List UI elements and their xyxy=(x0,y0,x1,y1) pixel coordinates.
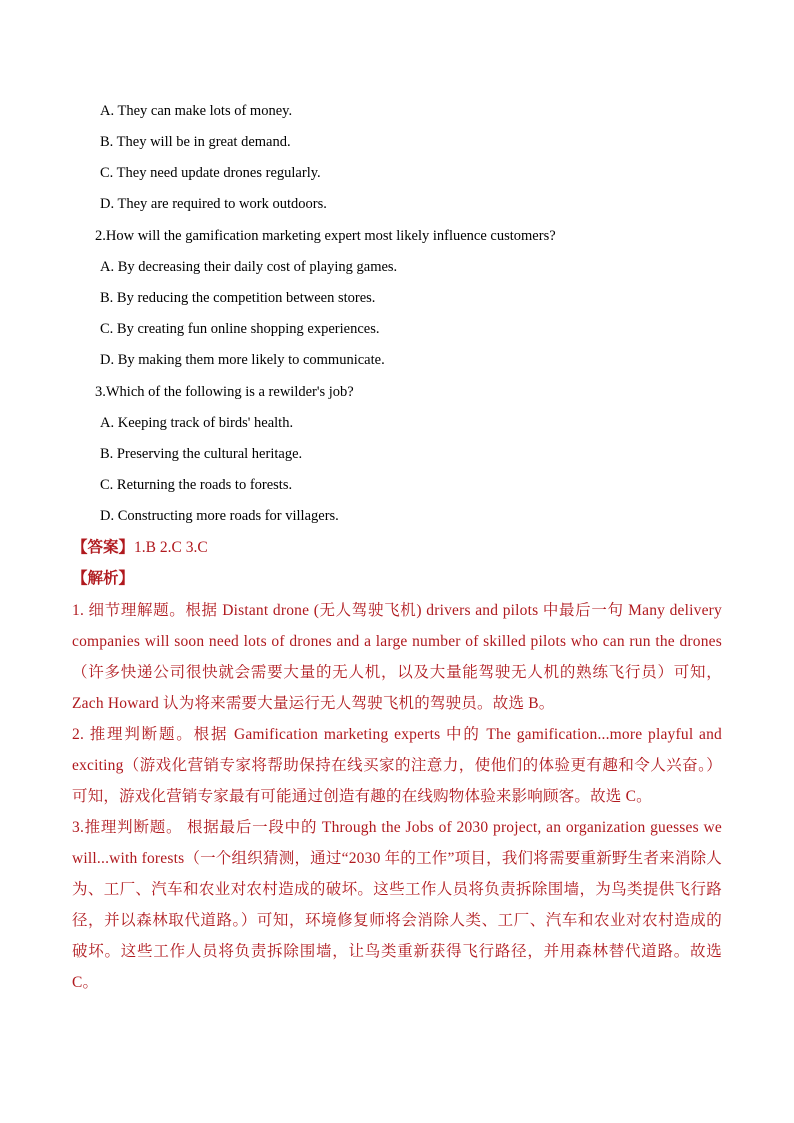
q2-option-a: A. By decreasing their daily cost of playing games. xyxy=(100,259,398,275)
analysis-body xyxy=(72,595,722,998)
analysis-tag: 【解析】 xyxy=(72,570,135,587)
analysis-paragraph-2: 2. 推理判断题。根据 Gamification marketing experts 中的 The gamification...more playful and exciting（游戏化营销专家将帮助保持在线买家的注意力，使他们的体验更有趣和令人兴奋。）可知，游戏化营销专家最有可能通过创造有趣的在线购物体验来影响顾客。故选 C。 xyxy=(72,726,722,805)
answer-value: 1.B 2.C 3.C xyxy=(134,539,208,556)
q3-option-b: B. Preserving the cultural heritage. xyxy=(100,446,303,462)
q3-option-c: C. Returning the roads to forests. xyxy=(100,477,293,493)
q3-stem: 3.Which of the following is a rewilder's job? xyxy=(95,384,354,400)
answer-tag: 【答案】 xyxy=(72,539,135,556)
q1-option-b: B. They will be in great demand. xyxy=(100,134,291,150)
answer-line xyxy=(72,537,208,559)
analysis-paragraph-3: 3.推理判断题。 根据最后一段中的 Through the Jobs of 2030 project, an organization guesses we will...with forests（一个组织猜测，通过“2030 年的工作”项目，我们将需要重新野生者来消除人为、工厂、汽车和农业对农村造成的破坏。这些工作人员将负责拆除围墙，为鸟类提供飞行路径，并以森林取代道路。）可知，环境修复师将会消除人类、工厂、汽车和农业对农村造成的破坏。这些工作人员将负责拆除围墙，让鸟类重新获得飞行路径，并用森林替代道路。故选 C。 xyxy=(72,819,722,991)
q2-option-d: D. By making them more likely to communicate. xyxy=(100,352,385,368)
q2-option-b: B. By reducing the competition between stores. xyxy=(100,290,376,306)
q2-stem: 2.How will the gamification marketing expert most likely influence customers? xyxy=(95,228,556,244)
q1-option-d: D. They are required to work outdoors. xyxy=(100,196,327,212)
q1-option-c: C. They need update drones regularly. xyxy=(100,165,321,181)
q1-option-a: A. They can make lots of money. xyxy=(100,103,293,119)
analysis-paragraph-1: 1. 细节理解题。根据 Distant drone (无人驾驶飞机) drivers and pilots 中最后一句 Many delivery companies will soon need lots of drones and a large number of skilled pilots who can run the drones（许多快递公司很快就会需要大量的无人机，以及大量能驾驶无人机的熟练飞行员）可知，Zach Howard 认为将来需要大量运行无人驾驶飞机的驾驶员。故选 B。 xyxy=(72,602,722,712)
q3-option-d: D. Constructing more roads for villagers. xyxy=(100,508,339,524)
analysis-heading xyxy=(72,568,134,590)
q2-option-c: C. By creating fun online shopping experiences. xyxy=(100,321,380,337)
q3-option-a: A. Keeping track of birds' health. xyxy=(100,415,294,431)
